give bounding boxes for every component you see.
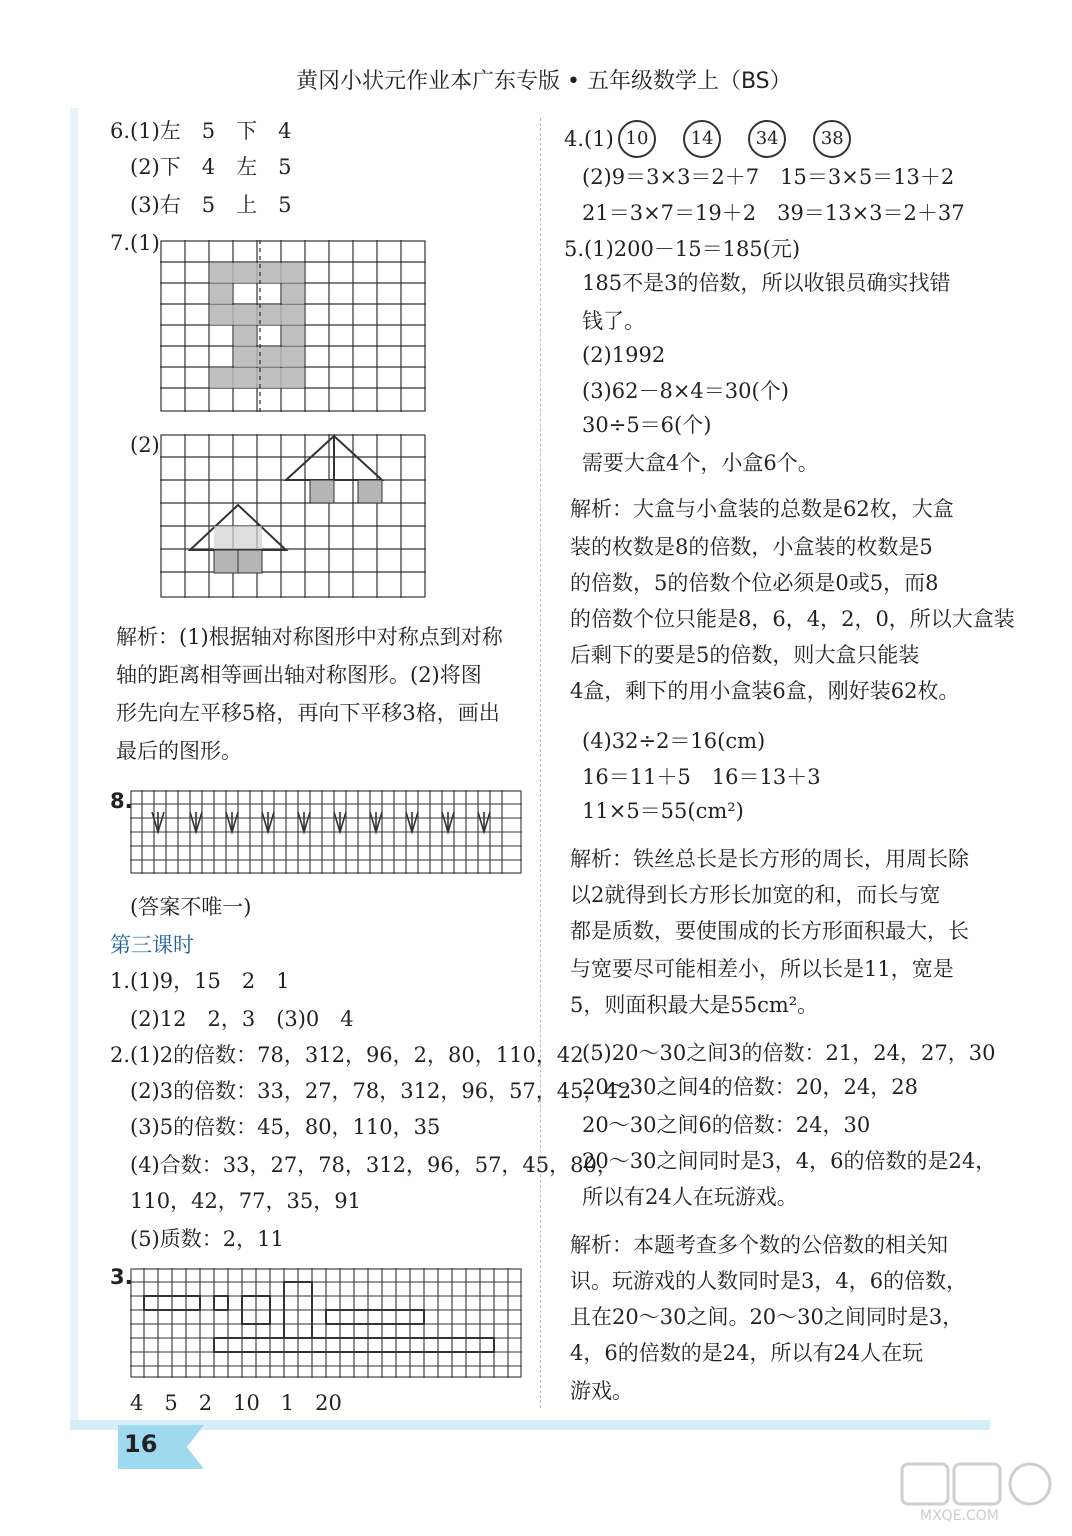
q1-line1: 1.(1)9，15 2 1 <box>110 969 290 993</box>
q1-line2: (2)12 2，3 (3)0 4 <box>130 1007 354 1031</box>
q5-line1: 5.(1)200－15＝185(元) <box>564 237 801 261</box>
q5-4-line2: 16＝11＋5 16＝13＋3 <box>582 765 821 789</box>
q4-circles <box>618 120 873 158</box>
q2-line6: (5)质数：2，11 <box>130 1227 284 1251</box>
q7-grid-1 <box>160 240 426 412</box>
analysis1-line1: 解析：大盒与小盒装的总数是62枚，大盒 <box>570 497 954 521</box>
analysis1-line3: 的倍数，5的倍数个位必须是0或5，而8 <box>570 571 939 595</box>
analysis1-line5: 后剩下的要是5的倍数，则大盒只能装 <box>570 643 920 667</box>
q5-line2: 185不是3的倍数，所以收银员确实找错 <box>582 271 951 295</box>
q5-4-line1: (4)32÷2＝16(cm) <box>582 729 766 753</box>
q5-5-line4: 20～30之间同时是3，4，6的倍数的是24， <box>582 1149 997 1173</box>
q2-line3: (3)5的倍数：45，80，110，35 <box>130 1115 441 1139</box>
margin-strip <box>70 108 78 1428</box>
q5-5-line1: (5)20～30之间3的倍数：21，24，27，30 <box>582 1041 996 1065</box>
q3-label: 3. <box>110 1265 133 1289</box>
q5-line4: (2)1992 <box>582 343 666 367</box>
page-header: 黄冈小状元作业本广东专版 • 五年级数学上（BS） <box>296 69 792 94</box>
column-divider <box>540 118 541 1408</box>
circle-number: 38 <box>813 120 851 158</box>
q4-label: 4.(1) <box>564 127 614 151</box>
q3-answers: 4 5 2 10 1 20 <box>130 1391 342 1415</box>
q2-line5: 110，42，77，35，91 <box>130 1189 361 1213</box>
q6-line2: (2)下 4 左 5 <box>130 155 292 179</box>
q7-label-2: (2) <box>130 433 160 457</box>
q5-4-line3: 11×5＝55(cm²) <box>582 799 744 823</box>
analysis2-line1: 解析：铁丝总长是长方形的周长，用周长除 <box>570 847 969 871</box>
q7-analysis-4: 最后的图形。 <box>116 739 242 763</box>
q4-line3: 21＝3×7＝19＋2 39＝13×3＝2＋37 <box>582 201 965 225</box>
circle-number: 34 <box>748 120 786 158</box>
q5-line5: (3)62－8×4＝30(个) <box>582 379 789 403</box>
circle-number: 10 <box>618 120 656 158</box>
q5-line6: 30÷5＝6(个) <box>582 413 712 437</box>
q8-note: (答案不唯一) <box>130 895 252 919</box>
q4-line2: (2)9＝3×3＝2＋7 15＝3×5＝13＋2 <box>582 165 955 189</box>
q8-label: 8. <box>110 789 133 813</box>
q5-5-line5: 所以有24人在玩游戏。 <box>582 1185 798 1209</box>
q7-grid-2 <box>160 434 426 598</box>
q7-analysis-1: 解析：(1)根据轴对称图形中对称点到对称 <box>116 625 503 649</box>
analysis3-line4: 4，6的倍数的是24，所以有24人在玩 <box>570 1341 924 1365</box>
page-number: 16 <box>124 1430 158 1458</box>
analysis1-line6: 4盒，剩下的用小盒装6盒，刚好装62枚。 <box>570 679 960 703</box>
q2-line2: (2)3的倍数：33，27，78，312，96，57，45，42 <box>130 1079 632 1103</box>
q5-5-line2: 20～30之间4的倍数：20，24，28 <box>582 1075 918 1099</box>
q2-line4: (4)合数：33，27，78，312，96，57，45，80， <box>130 1153 618 1177</box>
q5-line7: 需要大盒4个，小盒6个。 <box>582 451 819 475</box>
analysis1-line2: 装的枚数是8的倍数，小盒装的枚数是5 <box>570 535 933 559</box>
q6-line3: (3)右 5 上 5 <box>130 193 292 217</box>
q2-line1: 2.(1)2的倍数：78，312，96，2，80，110，42 <box>110 1043 584 1067</box>
analysis3-line3: 且在20～30之间。20～30之间同时是3， <box>570 1305 964 1329</box>
analysis2-line3: 都是质数，要使围成的长方形面积最大，长 <box>570 919 969 943</box>
q8-grid <box>130 790 522 874</box>
q7-label-1: 7.(1) <box>110 231 160 255</box>
analysis3-line2: 识。玩游戏的人数同时是3，4，6的倍数， <box>570 1269 968 1293</box>
bottom-strip <box>70 1420 990 1430</box>
q7-analysis-3: 形先向左平移5格，再向下平移3格，画出 <box>116 701 500 725</box>
analysis3-line1: 解析：本题考查多个数的公倍数的相关知 <box>570 1233 948 1257</box>
analysis2-line2: 以2就得到长方形长加宽的和，而长与宽 <box>570 883 941 907</box>
section-title: 第三课时 <box>110 933 194 957</box>
watermark-text: MXQE.COM <box>920 1508 999 1524</box>
q7-analysis-2: 轴的距离相等画出轴对称图形。(2)将图 <box>116 663 482 687</box>
q3-grid <box>130 1268 522 1378</box>
analysis2-line5: 5，则面积最大是55cm²。 <box>570 993 819 1017</box>
watermark <box>900 1460 1070 1530</box>
analysis2-line4: 与宽要尽可能相差小，所以长是11，宽是 <box>570 957 954 981</box>
circle-number: 14 <box>683 120 721 158</box>
q5-line3: 钱了。 <box>582 309 645 333</box>
q5-5-line3: 20～30之间6的倍数：24，30 <box>582 1113 871 1137</box>
analysis3-line5: 游戏。 <box>570 1379 633 1403</box>
q6-line1: 6.(1)左 5 下 4 <box>110 119 292 143</box>
analysis1-line4: 的倍数个位只能是8，6，4，2，0，所以大盒装 <box>570 607 1015 631</box>
